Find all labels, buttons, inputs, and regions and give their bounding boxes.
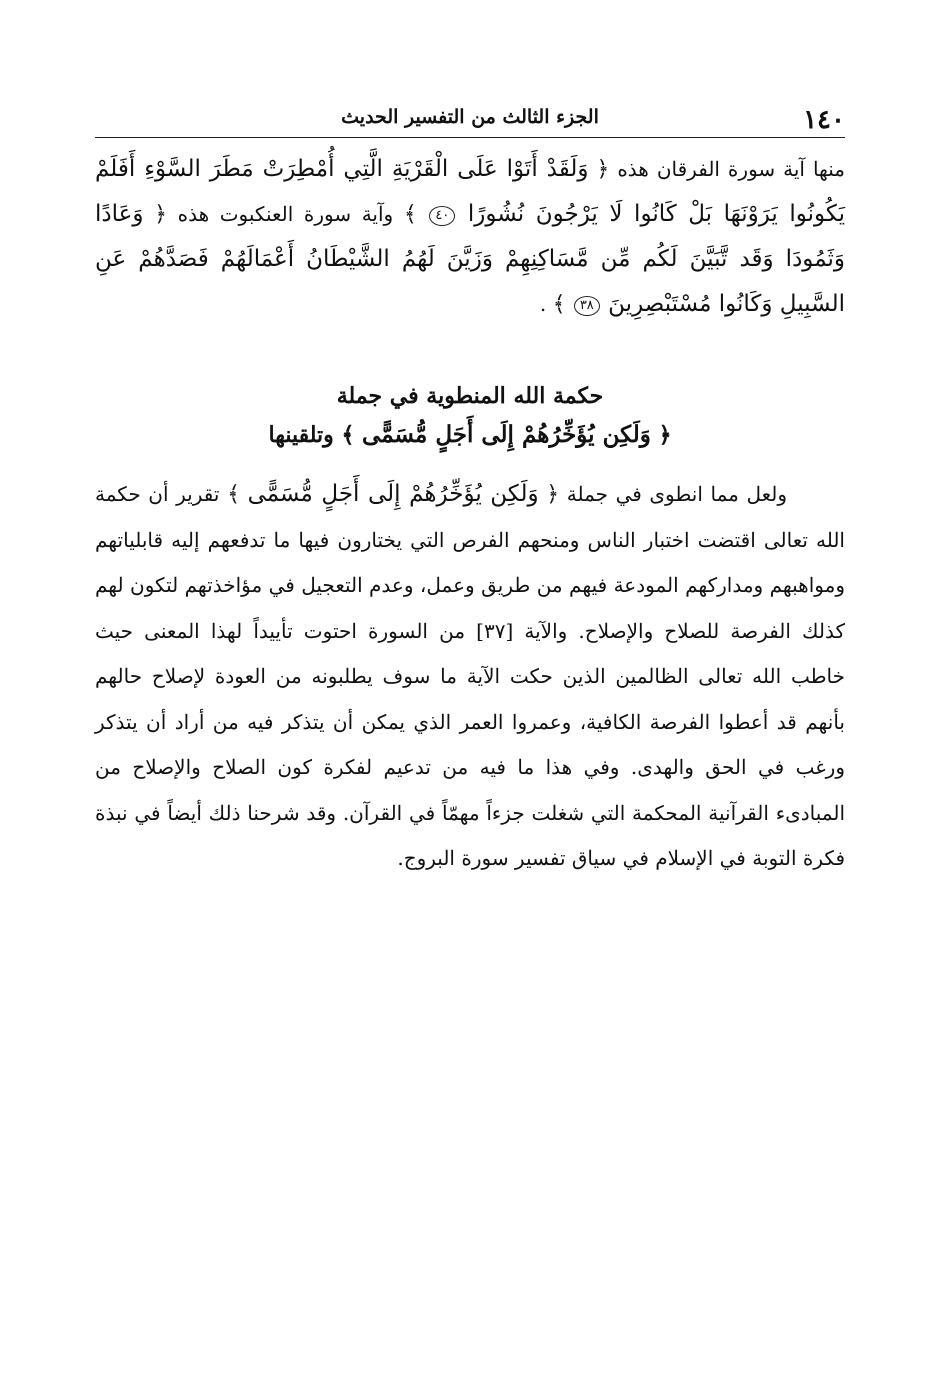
quran-verse-furqan: وَلَقَدْ أَتَوْا عَلَى الْقَرْيَةِ الَّتِي أُمْطِرَتْ مَطَرَ السَّوْءِ أَفَلَمْ يَكُونُوا يَرَوْنَهَا بَلْ كَانُوا لَا يَرْجُونَ نُشُورًا	[95, 156, 846, 227]
quran-close-bracket: ﴾	[227, 482, 240, 507]
heading-suffix: وتلقينها	[268, 422, 334, 448]
section-heading-subtitle	[95, 414, 845, 456]
section-heading	[95, 378, 845, 456]
section-heading-title: حكمة الله المنطوية في جملة	[336, 383, 604, 409]
quran-open-bracket: ﴿	[546, 482, 560, 507]
header-divider	[95, 137, 845, 138]
main-quran-verse: وَلَكِن يُؤَخِّرُهُمْ إِلَى أَجَلٍ مُّسَمًّى	[247, 481, 539, 507]
ayah-number-marker: ٤٠	[429, 206, 455, 226]
quran-close-bracket: ﴾	[341, 422, 355, 448]
book-page	[95, 0, 845, 1381]
sentence-end: .	[539, 292, 547, 316]
quran-close-bracket: ﴾	[403, 202, 417, 227]
main-paragraph	[95, 472, 845, 882]
top-paragraph	[95, 147, 845, 327]
page-header	[95, 103, 845, 137]
intro-text: منها آية سورة الفرقان هذه	[617, 157, 846, 181]
quran-open-bracket: ﴿	[596, 157, 610, 182]
main-lead-text: ولعل مما انطوى في جملة	[566, 482, 788, 506]
quran-verse-ankabut: وَعَادًا وَثَمُودَا وَقَد تَّبَيَّنَ لَكُم مِّن مَّسَاكِنِهِمْ وَزَيَّنَ لَهُمُ الشَّيْطَانُ أَعْمَالَهُمْ فَصَدَّهُمْ عَنِ السَّبِيلِ وَكَانُوا مُسْتَبْصِرِينَ	[95, 201, 845, 317]
heading-quran-verse: وَلَكِن يُؤَخِّرُهُمْ إِلَى أَجَلٍ مُّسَمًّى	[362, 421, 651, 448]
main-body-text: تقرير أن حكمة الله تعالى اقتضت اختبار الناس ومنحهم الفرص التي يختارون فيها ما تدفعهم إليه قابلياتهم ومواهبهم ومداركهم المودعة فيهم من طريق وعمل، وعدم التعجيل في مؤاخذتهم لتكون لهم كذلك الفرصة للصلاح والإصلاح. والآية [٣٧] من السورة احتوت تأييداً لهذا المعنى حيث خاطب الله تعالى الظالمين الذين حكت الآية ما سوف يطلبونه من العودة لإصلاح حالهم بأنهم قد أعطوا الفرصة الكافية، وعمروا العمر الذي يمكن أن يتذكر فيه من أراد أن يتذكر ورغب في الحق والهدى. وفي هذا ما فيه من تدعيم لفكرة كون الصلاح والإصلاح من المبادىء القرآنية المحكمة التي شغلت جزءاً مهمّاً في القرآن. وقد شرحنا ذلك أيضاً في نبذة فكرة التوبة في الإسلام في سياق تفسير سورة البروج.	[95, 482, 845, 870]
ayah-number-marker: ٣٨	[574, 296, 600, 316]
connector-text: وآية سورة العنكبوت هذه	[177, 202, 394, 226]
quran-close-bracket: ﴾	[552, 292, 566, 317]
quran-open-bracket: ﴿	[154, 202, 167, 227]
quran-open-bracket: ﴿	[658, 422, 672, 448]
page-number: ١٤٠	[803, 105, 845, 135]
running-title: الجزء الثالث من التفسير الحديث	[341, 106, 599, 128]
